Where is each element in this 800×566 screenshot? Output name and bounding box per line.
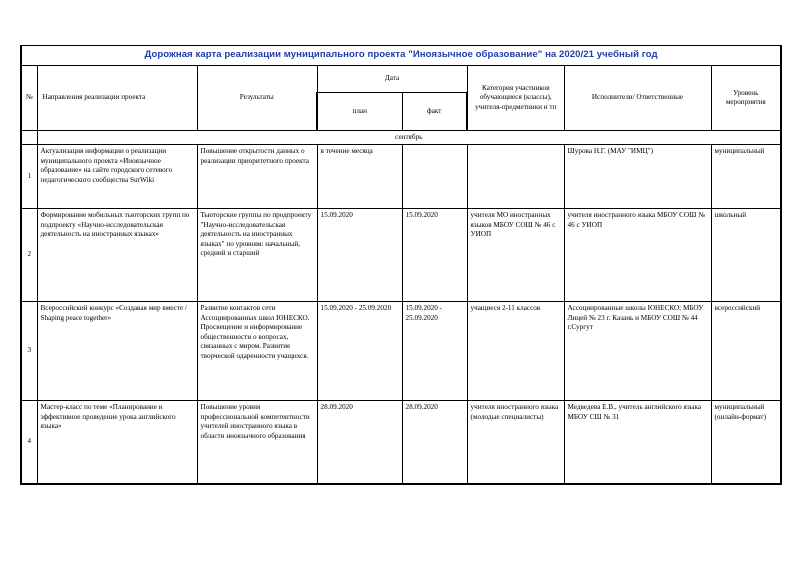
column-header-category: Категория участников обучающиеся (классы), учителя-предметники и тп — [467, 66, 564, 131]
month-group-spacer — [21, 131, 37, 145]
title-row — [21, 46, 781, 66]
row-executor: Медведева Е.В., учитель английского языка МБОУ СШ № 31 — [564, 401, 711, 485]
row-category: учащиеся 2-11 классов — [467, 302, 564, 401]
row-result: Повышение открытости данных о реализации приоритетного проекта — [197, 145, 317, 209]
row-date-plan: 15.09.2020 - 25.09.2020 — [317, 302, 402, 401]
column-header-number: № — [21, 66, 37, 131]
row-number: 2 — [21, 209, 37, 302]
row-executor: учителя иностранного языка МБОУ СОШ № 46 с УИОП — [564, 209, 711, 302]
row-direction: Формирование мобильных тьюторских групп по подпроекту «Научно-исследовательская деятельность на иностранных языках» — [37, 209, 197, 302]
row-level: школьный — [711, 209, 781, 302]
row-level: всероссийский — [711, 302, 781, 401]
row-date-plan: 15.09.2020 — [317, 209, 402, 302]
header-row-primary — [21, 66, 781, 93]
table-row — [21, 145, 781, 209]
column-header-executors: Исполнители/ Ответственные — [564, 66, 711, 131]
row-date-fact — [402, 145, 467, 209]
row-level: муниципальный (онлайн-формат) — [711, 401, 781, 485]
row-executor: Ассоциированные школы ЮНЕСКО: МБОУ Лицей № 23 г. Казань и МБОУ СОШ № 44 г.Сургут — [564, 302, 711, 401]
row-result: Повышение уровня профессиональной компетентности учителей иностранного языка в области иноязычного образования — [197, 401, 317, 485]
row-category: учителя МО иностранных языков МБОУ СОШ № 46 с УИОП — [467, 209, 564, 302]
column-header-results: Результаты — [197, 66, 317, 131]
table-row — [21, 302, 781, 401]
row-date-plan: 28.09.2020 — [317, 401, 402, 485]
column-header-date-plan: план — [317, 93, 402, 131]
row-executor: Шурова Н.Г. (МАУ "ИМЦ") — [564, 145, 711, 209]
table-row — [21, 401, 781, 485]
row-result: Тьюторские группы по продпроекту "Научно-исследовательская деятельность на иностранных языках" по уровням: начальный, средний и старший — [197, 209, 317, 302]
row-direction: Всероссийский конкурс «Создавая мир вместе / Shaping peace together» — [37, 302, 197, 401]
column-header-date: Дата — [317, 66, 467, 93]
row-number: 4 — [21, 401, 37, 485]
row-level: муниципальный — [711, 145, 781, 209]
roadmap-table — [20, 45, 782, 485]
row-date-fact: 28.09.2020 — [402, 401, 467, 485]
month-group-label: сентябрь — [37, 131, 781, 145]
page-title: Дорожная карта реализации муниципального проекта "Иноязычное образование" на 2020/21 учебный год — [144, 49, 658, 61]
row-result: Развитие контактов сети Ассоциированных школ ЮНЕСКО. Просвещение и информирование общественности о вопросах, связанных с миром. Развитие творческой одаренности учащихся. — [197, 302, 317, 401]
row-number: 1 — [21, 145, 37, 209]
month-group-row — [21, 131, 781, 145]
column-header-directions: Направления реализации проекта — [37, 66, 197, 131]
row-date-fact: 15.09.2020 — [402, 209, 467, 302]
row-category — [467, 145, 564, 209]
column-header-level: Уровень мероприятия — [711, 66, 781, 131]
table-row — [21, 209, 781, 302]
row-date-plan: в течение месяца — [317, 145, 402, 209]
row-direction: Актуализация информации о реализации муниципального проекта «Иноязычное образование» на сайте городского сетевого педагогического сообщества SurWiki — [37, 145, 197, 209]
row-category: учителя иностранного языка (молодые специалисты) — [467, 401, 564, 485]
row-number: 3 — [21, 302, 37, 401]
row-direction: Мастер-класс по теме «Планирование и эффективное проведение урока английского языка» — [37, 401, 197, 485]
column-header-date-fact: факт — [402, 93, 467, 131]
document-title-cell — [21, 46, 781, 66]
row-date-fact: 15.09.2020 - 25.09.2020 — [402, 302, 467, 401]
